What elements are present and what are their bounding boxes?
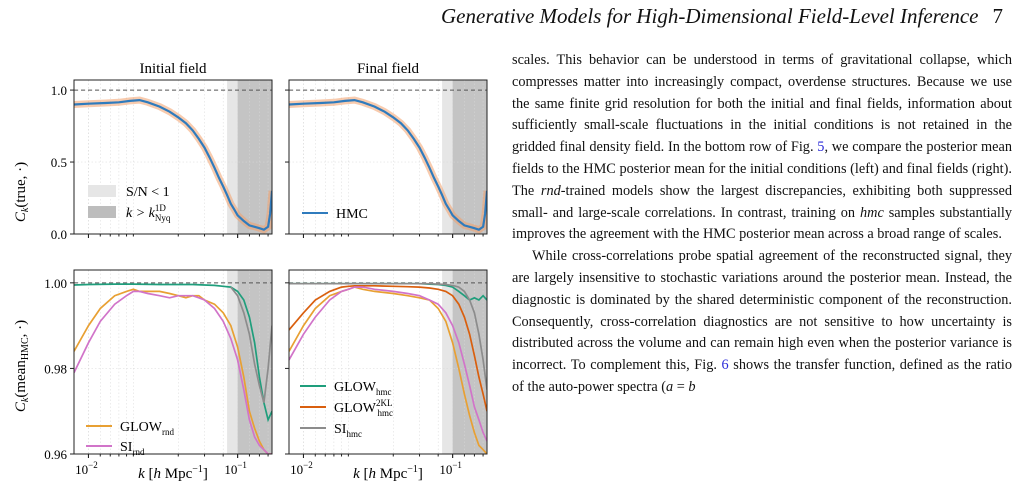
ylabel-bottom: $C_k(mean_{HMC}$, ·): [13, 319, 31, 413]
text-run: , we compare the posterior mean fields to the HMC posterior mean for the initial conditions (left) and final fields (right). The: [512, 139, 1012, 199]
body-text: [512, 50, 1012, 399]
x-tick-label: $10^{-2}$: [290, 460, 313, 477]
legend-swatch: [88, 206, 116, 218]
text-run-italic: rnd: [540, 182, 561, 199]
xlabel-right: k [h Mpc$^{-1}$]: [353, 464, 423, 482]
panel-title-initial: Initial field: [139, 61, 207, 77]
text-run: =: [673, 378, 689, 395]
legend-label: [334, 380, 392, 397]
x-tick-label: $10^{-1}$: [439, 460, 462, 477]
text-run: shows the transfer function, defined as the ratio of the auto-power spectra (: [512, 357, 1012, 395]
x-tick-exponent: −1: [452, 460, 462, 470]
legend-sub: rnd: [132, 447, 145, 457]
running-header: [441, 4, 1003, 29]
legend-text: GLOW: [334, 380, 376, 395]
panel-bottom-left: [44, 270, 272, 477]
y-tick-label: 0.5: [50, 155, 67, 171]
legend-text: SI: [334, 422, 347, 437]
ylabel-top: $C_k(true$, ·): [13, 161, 31, 223]
text-run: scales. This behavior can be understood in terms of gravitational collapse, which compresses matter into increasingly compact, overdense structures. Because we use the same finite grid resolution for both the initial and final fields, information about sufficiently small-scale fluctuations in the initial conditions is not retained in the gridded final density field. In the bottom row of Fig.: [512, 52, 1012, 156]
paragraph-2: [512, 246, 1012, 399]
figure-ref-link[interactable]: 6: [721, 357, 729, 374]
y-tick-label: 0.98: [44, 361, 67, 377]
y-tick-label: 1.0: [50, 83, 67, 99]
panel-bottom-right: [285, 270, 487, 477]
header-title: Generative Models for High-Dimensional Field-Level Inference: [441, 4, 979, 28]
legend-text: GLOW: [334, 401, 376, 416]
figure-ref-link[interactable]: 5: [817, 139, 825, 156]
legend-label: [334, 422, 362, 439]
y-tick-label: 1.00: [44, 275, 67, 291]
page-number: 7: [992, 4, 1003, 28]
text-run: -trained models show the largest discrepancies, exhibiting both suppressed small- and large-scale correlations. In contrast, training on: [512, 182, 1012, 221]
legend-label-hmc: [336, 207, 368, 222]
legend-label: [120, 420, 174, 437]
figure: [0, 44, 500, 498]
panel-title-final: Final field: [356, 61, 420, 77]
x-tick-exponent: −2: [303, 460, 313, 470]
legend-sub: rnd: [162, 427, 174, 437]
paragraph-1: [512, 50, 1012, 246]
text-run: samples substantially improves the agreement with the HMC posterior mean across a broad range of scales.: [512, 204, 1012, 243]
legend-sup: 2KL: [376, 398, 393, 408]
legend-label-nyq: $k > k^{1D}$ Nyq: [126, 203, 171, 223]
legend-swatch: [88, 185, 116, 197]
y-tick-label: 0.96: [44, 447, 67, 462]
legend-label: [334, 398, 393, 418]
legend-text: HMC: [336, 207, 368, 222]
panels: [44, 80, 487, 477]
text-run-italic: b: [688, 378, 696, 395]
legend-label: [120, 440, 145, 457]
legend-text: SI: [120, 440, 133, 455]
legend-sub: hmc: [377, 408, 393, 418]
figure-svg: [0, 44, 500, 494]
xlabel-left: k [h Mpc$^{-1}$]: [138, 464, 208, 482]
x-tick-label: $10^{-2}$: [75, 460, 98, 477]
panel-top-right: [285, 80, 487, 238]
text-run-italic: hmc: [859, 204, 884, 221]
x-tick-exponent: −2: [88, 460, 98, 470]
legend-sub: hmc: [346, 429, 362, 439]
text-run-italic: a: [666, 378, 674, 395]
x-tick-exponent: −1: [237, 460, 247, 470]
legend-sub: Nyq: [154, 213, 171, 223]
legend-sup: 1D: [154, 203, 166, 213]
legend-sub: hmc: [376, 387, 392, 397]
legend-label-sn: S/N < 1: [126, 185, 170, 200]
x-tick-label: $10^{-1}$: [224, 460, 247, 477]
legend-text: GLOW: [120, 420, 162, 435]
text-run: While cross-correlations probe spatial agreement of the reconstructed signal, they are largely insensitive to stochastic variations around the posterior mean. Instead, the diagnostic is dominated by the shared deterministic component of the reconstruction. Consequently, cross-correlation diagnostics are not sensitive to how uncertainty is distributed across the volume and can remain high even when the posterior variance is incorrect. To complement this, Fig.: [512, 248, 1012, 374]
y-tick-label: 0.0: [50, 227, 67, 242]
